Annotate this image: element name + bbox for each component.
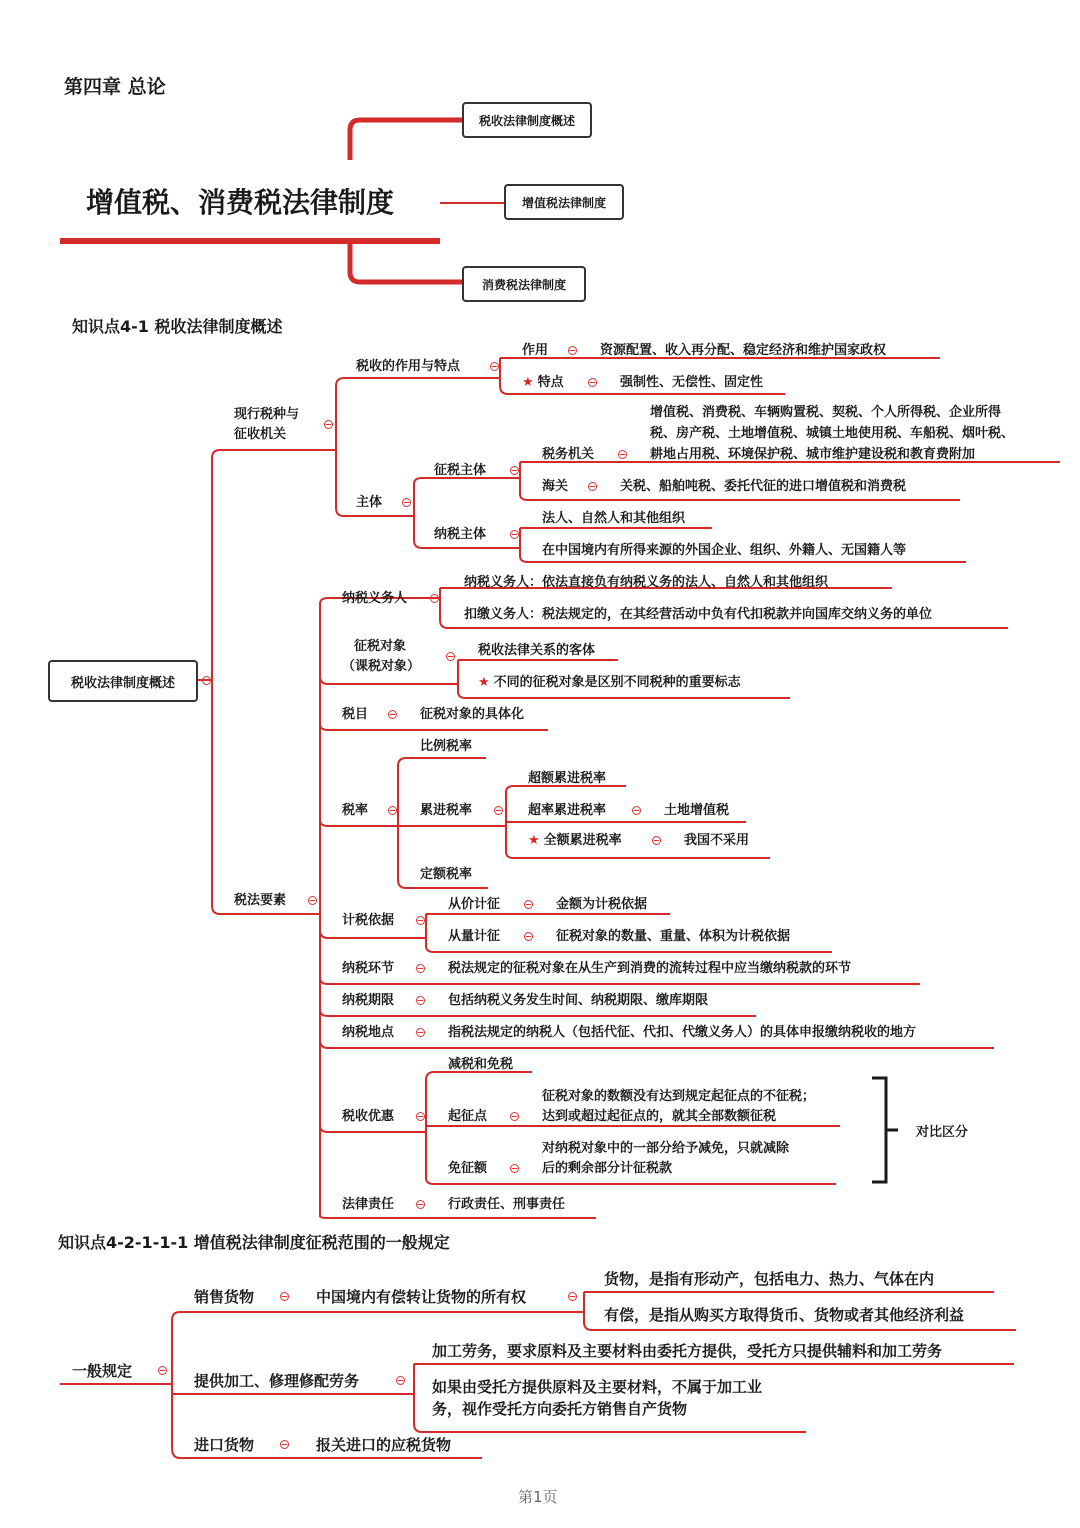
star-icon: ★ bbox=[478, 675, 490, 690]
collapse-icon[interactable] bbox=[446, 652, 455, 661]
overview-branch-1: 税收法律制度概述 bbox=[462, 102, 592, 138]
basis-specific-text: 征税对象的数量、重量、体积为计税依据 bbox=[556, 929, 791, 944]
collapse-icon[interactable] bbox=[396, 1376, 405, 1385]
collapse-icon[interactable] bbox=[568, 346, 577, 355]
processing-label: 提供加工、修理修配劳务 bbox=[194, 1372, 360, 1390]
collapse-icon[interactable] bbox=[324, 420, 333, 429]
threshold-line-2: 达到或超过起征点的，就其全部数额征税 bbox=[542, 1109, 777, 1124]
page-number: 第1页 bbox=[518, 1488, 558, 1506]
collapse-icon[interactable] bbox=[416, 996, 425, 1005]
rate-excess-rate-note: 土地增值税 bbox=[664, 803, 730, 818]
star-icon: ★ bbox=[522, 375, 534, 390]
item-tax-text: 征税对象的具体化 bbox=[420, 707, 525, 722]
feature-label: 特点 bbox=[537, 375, 564, 390]
basis-specific: 从量计征 bbox=[448, 929, 501, 944]
imports-text: 报关进口的应税货物 bbox=[316, 1436, 452, 1454]
overview-branch-2: 增值税法律制度 bbox=[504, 184, 624, 220]
stage-text: 税法规定的征税对象在从生产到消费的流转过程中应当缴纳税款的环节 bbox=[448, 961, 852, 976]
rate-full-amount: 全额累进税率 bbox=[543, 833, 622, 848]
object-label-2: （课税对象） bbox=[342, 659, 421, 674]
tax-bureau-label: 税务机关 bbox=[542, 447, 595, 462]
collapse-icon[interactable] bbox=[632, 806, 641, 815]
compare-label: 对比区分 bbox=[916, 1125, 969, 1140]
processing-item-2-line-2: 务，视作受托方向委托方销售自产货物 bbox=[432, 1400, 688, 1418]
collapse-icon[interactable] bbox=[416, 1112, 425, 1121]
threshold-line-1: 征税对象的数额没有达到规定起征点的不征税； bbox=[542, 1089, 816, 1104]
collapse-icon[interactable] bbox=[416, 1200, 425, 1209]
period-label: 纳税期限 bbox=[342, 993, 395, 1008]
payer-item-1: 法人、自然人和其他组织 bbox=[542, 511, 686, 526]
collapse-icon[interactable] bbox=[388, 710, 397, 719]
collapse-icon[interactable] bbox=[202, 676, 211, 685]
collapse-icon[interactable] bbox=[510, 1112, 519, 1121]
collapse-icon[interactable] bbox=[416, 1028, 425, 1037]
collapse-icon[interactable] bbox=[618, 450, 627, 459]
sales-item-1: 货物，是指有形动产，包括电力、热力、气体在内 bbox=[604, 1270, 935, 1288]
exemption-line-1: 对纳税对象中的一部分给予减免，只就减除 bbox=[542, 1141, 790, 1156]
place-label: 纳税地点 bbox=[342, 1025, 395, 1040]
collapse-icon[interactable] bbox=[490, 362, 499, 371]
collector-label: 征税主体 bbox=[434, 463, 487, 478]
collapse-icon[interactable] bbox=[280, 1292, 289, 1301]
customs-label: 海关 bbox=[542, 479, 569, 494]
overview-center-title: 增值税、消费税法律制度 bbox=[86, 186, 395, 219]
obligor-label: 纳税义务人 bbox=[342, 591, 408, 606]
basis-label: 计税依据 bbox=[342, 913, 395, 928]
rate-fixed: 定额税率 bbox=[420, 867, 473, 882]
object-item-2-node bbox=[478, 674, 741, 692]
stage-label: 纳税环节 bbox=[342, 961, 395, 976]
processing-item-2-line-1: 如果由受托方提供原料及主要材料，不属于加工业 bbox=[432, 1378, 763, 1396]
preference-label: 税收优惠 bbox=[342, 1109, 395, 1124]
exemption-line-2: 后的剩余部分计征税款 bbox=[542, 1161, 673, 1176]
overview-branch-3: 消费税法律制度 bbox=[462, 266, 586, 302]
tax-bureau-line-1: 增值税、消费税、车辆购置税、契税、个人所得税、企业所得 bbox=[650, 405, 1002, 420]
collapse-icon[interactable] bbox=[402, 498, 411, 507]
elements-label: 税法要素 bbox=[234, 893, 287, 908]
collapse-icon[interactable] bbox=[388, 806, 397, 815]
period-text: 包括纳税义务发生时间、纳税期限、缴库期限 bbox=[448, 993, 709, 1008]
star-icon: ★ bbox=[528, 833, 540, 848]
collapse-icon[interactable] bbox=[568, 1292, 577, 1301]
rate-excess-rate: 超率累进税率 bbox=[528, 803, 607, 818]
collapse-icon[interactable] bbox=[430, 594, 439, 603]
current-label-2: 征收机关 bbox=[234, 427, 287, 442]
collapse-icon[interactable] bbox=[588, 482, 597, 491]
liability-text: 行政责任、刑事责任 bbox=[448, 1197, 566, 1212]
kp1-title: 知识点4-1 税收法律制度概述 bbox=[72, 317, 283, 336]
collapse-icon[interactable] bbox=[524, 932, 533, 941]
payer-item-2: 在中国境内有所得来源的外国企业、组织、外籍人、无国籍人等 bbox=[542, 543, 907, 558]
preference-threshold: 起征点 bbox=[448, 1109, 488, 1124]
item-tax-label: 税目 bbox=[342, 707, 369, 722]
collapse-icon[interactable] bbox=[510, 530, 519, 539]
current-label-1: 现行税种与 bbox=[234, 407, 300, 422]
payer-label: 纳税主体 bbox=[434, 527, 487, 542]
rate-label: 税率 bbox=[342, 803, 369, 818]
obligor-item-2: 扣缴义务人：税法规定的，在其经营活动中负有代扣税款并向国库交纳义务的单位 bbox=[464, 607, 933, 622]
rate-proportional: 比例税率 bbox=[420, 739, 473, 754]
chapter-title: 第四章 总论 bbox=[64, 76, 166, 98]
collapse-icon[interactable] bbox=[280, 1440, 289, 1449]
collapse-icon[interactable] bbox=[588, 378, 597, 387]
imports-label: 进口货物 bbox=[194, 1436, 255, 1454]
basis-ad-valorem: 从价计征 bbox=[448, 897, 501, 912]
preference-reduction: 减税和免税 bbox=[448, 1057, 514, 1072]
rate-progressive: 累进税率 bbox=[420, 803, 473, 818]
kp2-root: 一般规定 bbox=[72, 1362, 133, 1380]
object-item-1: 税收法律关系的客体 bbox=[478, 643, 596, 658]
feature-text: 强制性、无偿性、固定性 bbox=[620, 375, 764, 390]
object-label-1: 征税对象 bbox=[354, 639, 407, 654]
collapse-icon[interactable] bbox=[510, 466, 519, 475]
effect-label: 作用 bbox=[522, 343, 549, 358]
obligor-item-1: 纳税义务人：依法直接负有纳税义务的法人、自然人和其他组织 bbox=[464, 575, 829, 590]
effect-text: 资源配置、收入再分配、稳定经济和维护国家政权 bbox=[600, 343, 887, 358]
rate-full-amount-note: 我国不采用 bbox=[684, 833, 750, 848]
collapse-icon[interactable] bbox=[494, 806, 503, 815]
feature-node bbox=[522, 374, 564, 392]
collapse-icon[interactable] bbox=[416, 964, 425, 973]
rate-full-amount-node bbox=[528, 832, 622, 850]
customs-text: 关税、船舶吨税、委托代征的进口增值税和消费税 bbox=[620, 479, 907, 494]
basis-ad-valorem-text: 金额为计税依据 bbox=[556, 897, 648, 912]
subject-label: 主体 bbox=[356, 495, 383, 510]
collapse-icon[interactable] bbox=[416, 916, 425, 925]
tax-bureau-line-3: 耕地占用税、环境保护税、城市维护建设税和教育费附加 bbox=[650, 447, 976, 462]
collapse-icon[interactable] bbox=[158, 1366, 167, 1375]
processing-item-1: 加工劳务，要求原料及主要材料由委托方提供，受托方只提供辅料和加工劳务 bbox=[432, 1342, 943, 1360]
collapse-icon[interactable] bbox=[510, 1164, 519, 1173]
collapse-icon[interactable] bbox=[524, 900, 533, 909]
rate-excess-amount: 超额累进税率 bbox=[528, 771, 607, 786]
kp2-title: 知识点4-2-1-1-1 增值税法律制度征税范围的一般规定 bbox=[58, 1233, 450, 1252]
preference-exemption: 免征额 bbox=[448, 1161, 488, 1176]
tax-bureau-line-2: 税、房产税、土地增值税、城镇土地使用税、车船税、烟叶税、 bbox=[650, 426, 1015, 441]
role-label: 税收的作用与特点 bbox=[356, 359, 461, 374]
sales-label: 销售货物 bbox=[194, 1288, 255, 1306]
place-text: 指税法规定的纳税人（包括代征、代扣、代缴义务人）的具体申报缴纳税收的地方 bbox=[448, 1025, 917, 1040]
liability-label: 法律责任 bbox=[342, 1197, 395, 1212]
collapse-icon[interactable] bbox=[652, 836, 661, 845]
kp1-root-node: 税收法律制度概述 bbox=[48, 660, 198, 702]
object-item-2: 不同的征税对象是区别不同税种的重要标志 bbox=[493, 675, 741, 690]
collapse-icon[interactable] bbox=[308, 896, 317, 905]
sales-item-2: 有偿，是指从购买方取得货币、货物或者其他经济利益 bbox=[604, 1306, 965, 1324]
sales-text: 中国境内有偿转让货物的所有权 bbox=[316, 1288, 527, 1306]
